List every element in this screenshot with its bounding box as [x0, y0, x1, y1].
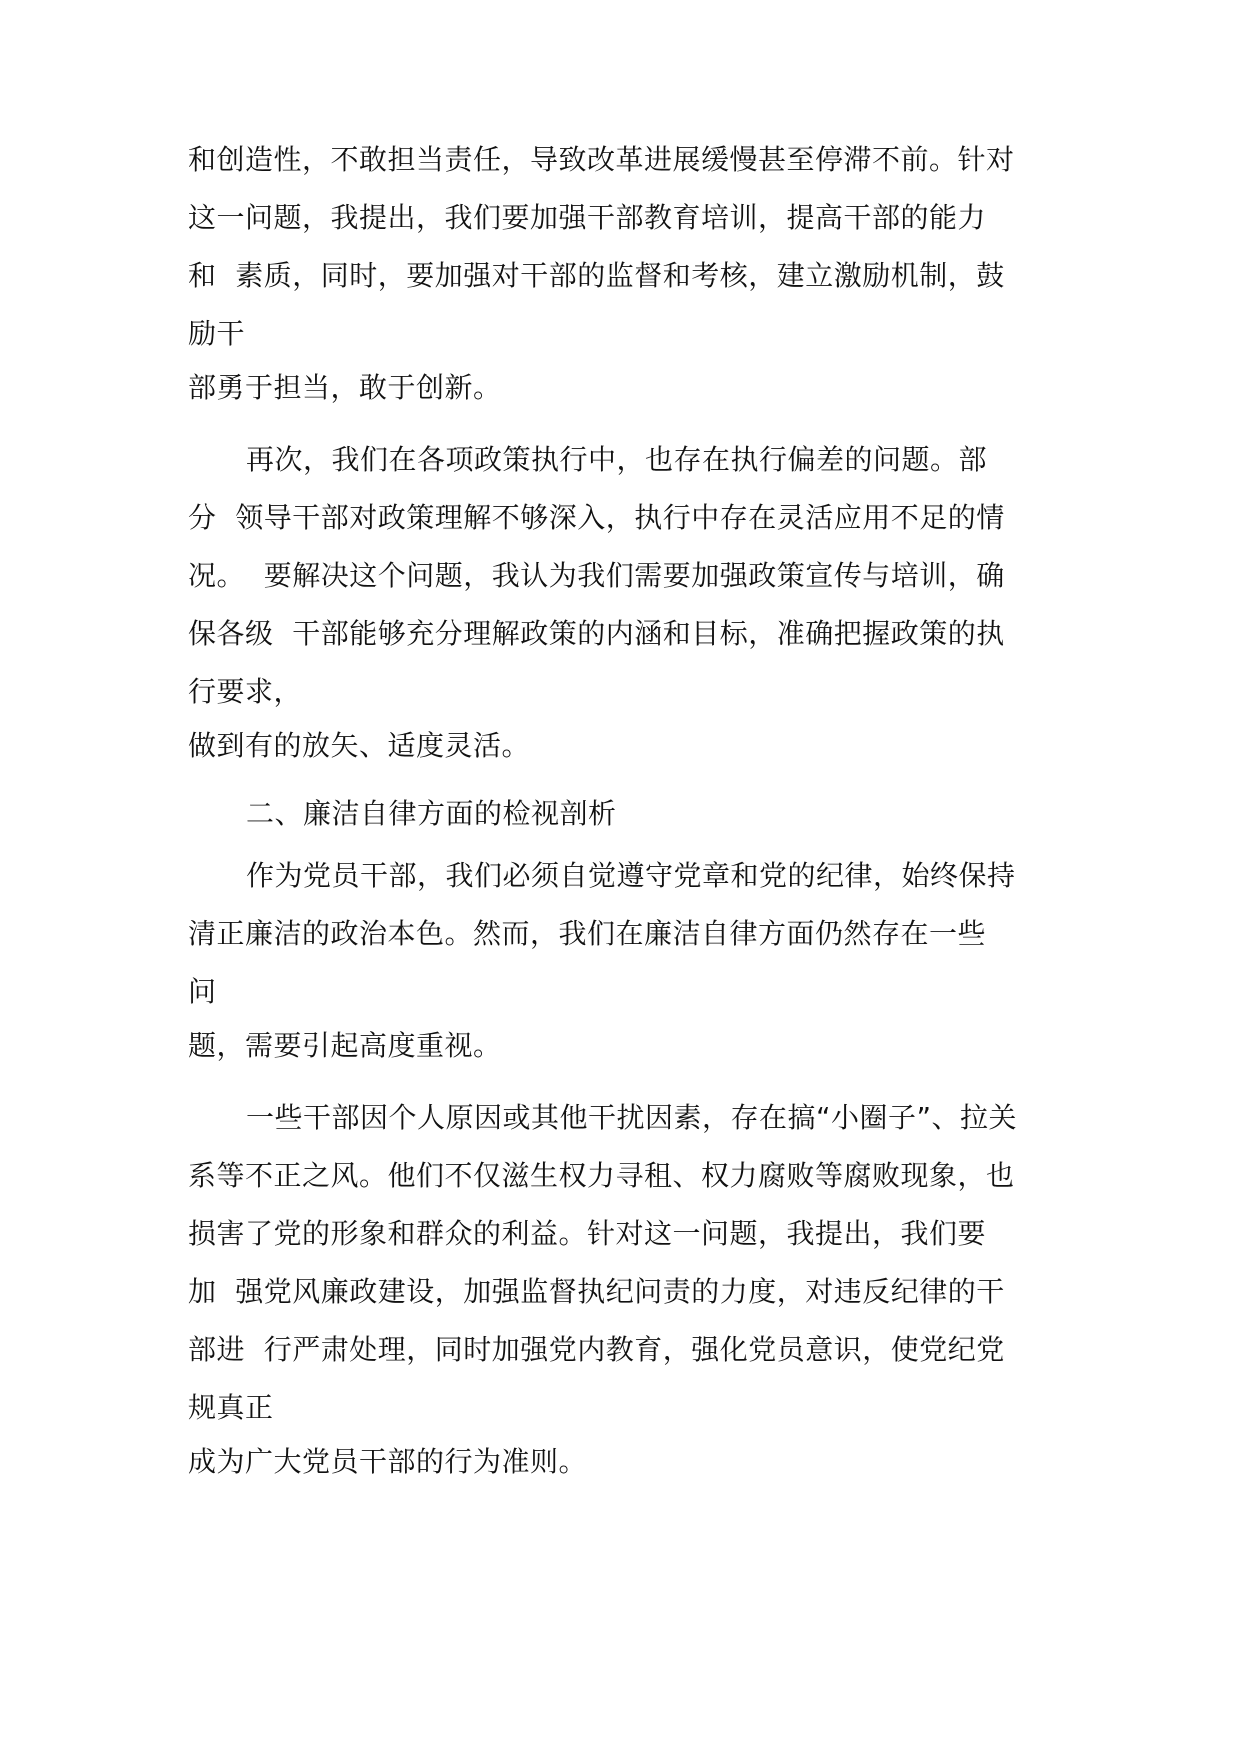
text-line: 和 素质，同时，要加强对干部的监督和考核，建立激励机制，鼓: [188, 259, 1005, 292]
paragraph-first-line: 再次，我们在各项政策执行中，也存在执行偏差的问题。部: [246, 443, 988, 476]
text-line: 行要求，: [188, 675, 303, 708]
text-line: 成为广大党员干部的行为准则。: [188, 1445, 588, 1478]
text-line: 加 强党风廉政建设，加强监督执纪问责的力度，对违反纪律的干: [188, 1275, 1005, 1308]
text-line: 部进 行严肃处理，同时加强党内教育，强化党员意识，使党纪党: [188, 1333, 1005, 1366]
text-line: 规真正: [188, 1391, 274, 1424]
text-line: 损害了党的形象和群众的利益。针对这一问题，我提出，我们要: [188, 1217, 987, 1250]
text-line: 清正廉洁的政治本色。然而，我们在廉洁自律方面仍然存在一些: [188, 917, 987, 950]
text-line: 做到有的放矢、适度灵活。: [188, 729, 531, 762]
text-line: 问: [188, 975, 217, 1008]
text-line: 系等不正之风。他们不仅滋生权力寻租、权力腐败等腐败现象，也: [188, 1159, 1015, 1192]
text-line: 部勇于担当，敢于创新。: [188, 371, 502, 404]
paragraph-first-line: 一些干部因个人原因或其他干扰因素，存在搞“小圈子”、拉关: [246, 1101, 1018, 1134]
text-line: 和创造性，不敢担当责任，导致改革进展缓慢甚至停滞不前。针对: [188, 143, 1015, 176]
text-line: 这一问题，我提出，我们要加强干部教育培训，提高干部的能力: [188, 201, 987, 234]
text-line: 分 领导干部对政策理解不够深入，执行中存在灵活应用不足的情: [188, 501, 1005, 534]
text-line: 保各级 干部能够充分理解政策的内涵和目标，准确把握政策的执: [188, 617, 1005, 650]
text-line: 况。 要解决这个问题，我认为我们需要加强政策宣传与培训，确: [188, 559, 1005, 592]
text-line: 题，需要引起高度重视。: [188, 1029, 502, 1062]
section-heading: 二、廉洁自律方面的检视剖析: [246, 797, 617, 830]
paragraph-first-line: 作为党员干部，我们必须自觉遵守党章和党的纪律，始终保持: [246, 859, 1016, 892]
text-line: 励干: [188, 317, 246, 350]
